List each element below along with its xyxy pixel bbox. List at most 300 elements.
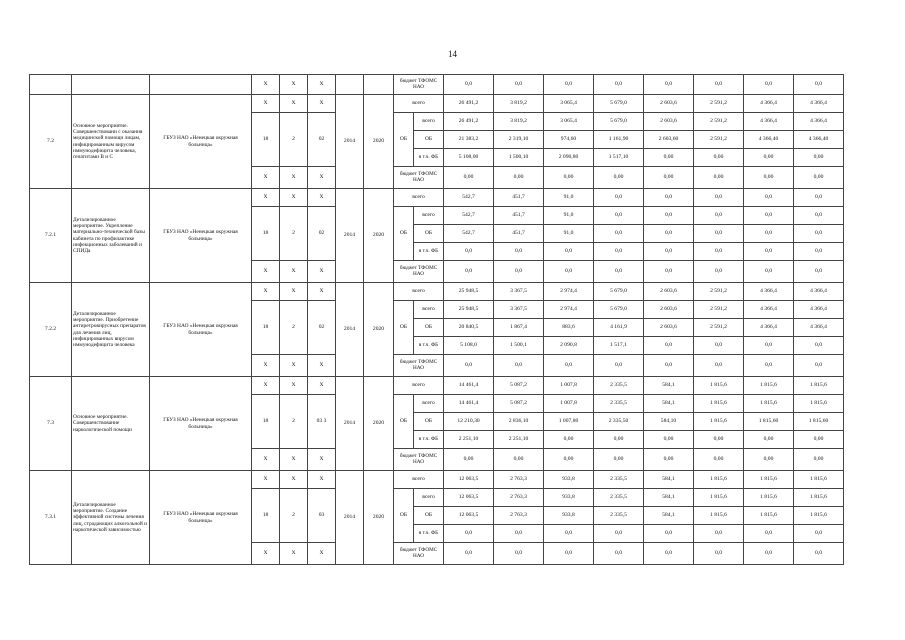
- x-cell: X: [252, 189, 280, 207]
- source-tfoms: бюджет ТФОМС НАО: [394, 355, 444, 377]
- value-cell: 0,0: [794, 543, 844, 565]
- value-cell: 1 815,6: [694, 471, 744, 489]
- x-cell: X: [280, 189, 308, 207]
- value-cell: 0,0: [794, 75, 844, 95]
- code-1: 18: [252, 207, 280, 261]
- value-cell: 1 815,6: [694, 413, 744, 431]
- value-cell: 4 366,4: [794, 113, 844, 131]
- x-cell: X: [308, 189, 336, 207]
- value-cell: 26 491,2: [444, 95, 494, 113]
- x-cell: X: [308, 167, 336, 189]
- value-cell: 0,0: [694, 225, 744, 243]
- value-cell: 0,00: [694, 431, 744, 449]
- value-cell: 451,7: [494, 225, 544, 243]
- value-cell: 0,00: [644, 167, 694, 189]
- value-cell: 0,0: [594, 189, 644, 207]
- value-cell: 0,0: [644, 207, 694, 225]
- code-3: 03: [308, 489, 336, 543]
- value-cell: 0,0: [694, 543, 744, 565]
- value-cell: 2 335,5: [594, 471, 644, 489]
- value-cell: 542,7: [444, 225, 494, 243]
- value-cell: 0,00: [744, 449, 794, 471]
- value-cell: 0,0: [594, 355, 644, 377]
- value-cell: 1 815,60: [744, 413, 794, 431]
- x-cell: X: [252, 167, 280, 189]
- value-cell: 0,0: [444, 525, 494, 543]
- value-cell: 0,0: [644, 225, 694, 243]
- value-cell: 0,0: [444, 355, 494, 377]
- code-3: 02: [308, 207, 336, 261]
- source-total: всего: [394, 283, 444, 301]
- value-cell: 2 836,10: [494, 413, 544, 431]
- value-cell: 4 366,4: [794, 319, 844, 337]
- value-cell: 0,0: [594, 75, 644, 95]
- value-cell: 1 815,6: [794, 395, 844, 413]
- value-cell: 0,0: [594, 525, 644, 543]
- value-cell: 0,0: [644, 75, 694, 95]
- value-cell: 1 007,8: [544, 395, 594, 413]
- value-cell: 584,1: [644, 395, 694, 413]
- value-cell: 2 335,50: [594, 413, 644, 431]
- x-cell: X: [280, 355, 308, 377]
- value-cell: 0,0: [494, 243, 544, 261]
- value-cell: 0,0: [694, 355, 744, 377]
- x-cell: X: [308, 471, 336, 489]
- code-3: 03 3: [308, 395, 336, 449]
- value-cell: 12 063,5: [444, 471, 494, 489]
- value-cell: 3 065,4: [544, 113, 594, 131]
- value-cell: 4 366,4: [794, 95, 844, 113]
- value-cell: 4 366,4: [794, 301, 844, 319]
- value-cell: 2 591,2: [694, 95, 744, 113]
- value-cell: 2 603,6: [644, 301, 694, 319]
- value-cell: 2 251,10: [444, 431, 494, 449]
- value-cell: 0,0: [594, 543, 644, 565]
- value-cell: 2 591,2: [694, 113, 744, 131]
- x-cell: X: [308, 95, 336, 113]
- value-cell: 2 974,4: [544, 283, 594, 301]
- value-cell: 0,0: [744, 225, 794, 243]
- value-cell: 542,7: [444, 189, 494, 207]
- value-cell: 883,6: [544, 319, 594, 337]
- source-fb: в т.ч. ФБ: [414, 431, 444, 449]
- value-cell: 0,0: [694, 75, 744, 95]
- x-cell: X: [252, 283, 280, 301]
- source-fb: в т.ч. ФБ: [414, 149, 444, 167]
- value-cell: 14 461,4: [444, 395, 494, 413]
- value-cell: 91,0: [544, 189, 594, 207]
- source-total: всего: [394, 377, 444, 395]
- value-cell: 3 065,4: [544, 95, 594, 113]
- value-cell: 2 591,2: [694, 301, 744, 319]
- value-cell: 2 974,4: [544, 301, 594, 319]
- value-cell: 0,0: [744, 261, 794, 283]
- x-cell: X: [280, 167, 308, 189]
- source-ob-sub: ОБ: [414, 225, 444, 243]
- section-organization: ГБУЗ НАО «Ненецкая окружная больница»: [150, 95, 252, 189]
- x-cell: X: [308, 355, 336, 377]
- value-cell: 12 063,5: [444, 507, 494, 525]
- value-cell: 2 763,3: [494, 507, 544, 525]
- value-cell: 14 461,4: [444, 377, 494, 395]
- source-tfoms: бюджет ТФОМС НАО: [394, 167, 444, 189]
- empty-cell: [72, 75, 150, 95]
- x-cell: X: [252, 355, 280, 377]
- value-cell: 2 090,8: [544, 337, 594, 355]
- table-row: [30, 95, 844, 113]
- value-cell: 2 251,10: [494, 431, 544, 449]
- value-cell: 25 948,5: [444, 283, 494, 301]
- value-cell: 0,0: [544, 261, 594, 283]
- x-cell: X: [308, 543, 336, 565]
- source-ob-total: всего: [414, 395, 444, 413]
- section-number: 7.2: [30, 95, 72, 189]
- source-tfoms: бюджет ТФОМС НАО: [394, 75, 444, 95]
- empty-cell: [30, 75, 72, 95]
- source-fb: в т.ч. ФБ: [414, 243, 444, 261]
- value-cell: 0,00: [794, 149, 844, 167]
- value-cell: 0,0: [644, 525, 694, 543]
- value-cell: 0,0: [794, 189, 844, 207]
- value-cell: 0,0: [444, 243, 494, 261]
- year-start: 2014: [336, 95, 364, 189]
- value-cell: 0,0: [694, 207, 744, 225]
- x-cell: X: [280, 471, 308, 489]
- value-cell: 0,0: [494, 543, 544, 565]
- value-cell: 1 815,6: [744, 395, 794, 413]
- value-cell: 0,00: [794, 167, 844, 189]
- value-cell: 0,0: [594, 225, 644, 243]
- source-tfoms: бюджет ТФОМС НАО: [394, 261, 444, 283]
- code-3: 02: [308, 113, 336, 167]
- value-cell: 26 491,2: [444, 113, 494, 131]
- x-cell: X: [252, 471, 280, 489]
- section-organization: ГБУЗ НАО «Ненецкая окружная больница»: [150, 471, 252, 565]
- value-cell: 1 815,6: [694, 395, 744, 413]
- value-cell: 20 840,5: [444, 319, 494, 337]
- value-cell: 542,7: [444, 207, 494, 225]
- value-cell: 4 366,4: [744, 319, 794, 337]
- value-cell: 0,0: [444, 75, 494, 95]
- value-cell: 4 366,4: [794, 283, 844, 301]
- value-cell: 451,7: [494, 207, 544, 225]
- value-cell: 0,00: [594, 449, 644, 471]
- value-cell: 1 815,6: [794, 489, 844, 507]
- value-cell: 0,0: [544, 355, 594, 377]
- value-cell: 0,00: [744, 167, 794, 189]
- x-cell: X: [280, 75, 308, 95]
- value-cell: 2 603,6: [644, 319, 694, 337]
- value-cell: 0,00: [744, 431, 794, 449]
- value-cell: 933,8: [544, 507, 594, 525]
- source-ob-total: всего: [414, 113, 444, 131]
- value-cell: 0,0: [444, 543, 494, 565]
- value-cell: 451,7: [494, 189, 544, 207]
- section-description: Основное мероприятие. Совершенствование наркологической помощи: [72, 377, 150, 471]
- value-cell: 5 087,2: [494, 377, 544, 395]
- value-cell: 5 087,2: [494, 395, 544, 413]
- table-row: [30, 283, 844, 301]
- value-cell: 2 335,5: [594, 507, 644, 525]
- value-cell: 0,0: [694, 243, 744, 261]
- value-cell: 0,0: [744, 207, 794, 225]
- value-cell: 0,00: [644, 149, 694, 167]
- code-1: 18: [252, 395, 280, 449]
- value-cell: 974,60: [544, 131, 594, 149]
- value-cell: 1 815,6: [794, 507, 844, 525]
- code-3: 02: [308, 301, 336, 355]
- table-row: [30, 75, 844, 95]
- value-cell: 933,8: [544, 471, 594, 489]
- value-cell: 0,0: [644, 355, 694, 377]
- x-cell: X: [308, 283, 336, 301]
- value-cell: 0,0: [544, 75, 594, 95]
- source-ob-sub: ОБ: [414, 131, 444, 149]
- year-start: 2014: [336, 377, 364, 471]
- x-cell: X: [252, 95, 280, 113]
- section-description: Детализированное мероприятие. Приобретение антиретровирусных препаратов для лечения лиц, инфицированных вирусом иммунодефицита человека: [72, 283, 150, 377]
- source-ob: ОБ: [394, 395, 414, 449]
- section-description: Детализированное мероприятие. Создание эффективной системы лечения лиц, страдающих алкогольной и наркотической зависимостью: [72, 471, 150, 565]
- value-cell: 1 815,6: [744, 489, 794, 507]
- value-cell: 0,00: [694, 149, 744, 167]
- value-cell: 2 603,6: [644, 113, 694, 131]
- value-cell: 0,00: [644, 449, 694, 471]
- value-cell: 2 591,2: [694, 283, 744, 301]
- section-organization: ГБУЗ НАО «Ненецкая окружная больница»: [150, 283, 252, 377]
- value-cell: 0,00: [544, 449, 594, 471]
- x-cell: X: [280, 283, 308, 301]
- value-cell: 1 815,6: [794, 377, 844, 395]
- year-end: 2020: [364, 189, 394, 283]
- source-ob: ОБ: [394, 113, 414, 167]
- code-2: 2: [280, 301, 308, 355]
- empty-cell: [336, 75, 364, 95]
- source-total: всего: [394, 95, 444, 113]
- value-cell: 584,1: [644, 507, 694, 525]
- value-cell: 0,0: [744, 189, 794, 207]
- source-total: всего: [394, 471, 444, 489]
- value-cell: 0,0: [644, 261, 694, 283]
- value-cell: 0,0: [644, 543, 694, 565]
- x-cell: X: [280, 543, 308, 565]
- value-cell: 4 366,40: [794, 131, 844, 149]
- value-cell: 1 815,60: [794, 413, 844, 431]
- value-cell: 4 161,9: [594, 319, 644, 337]
- value-cell: 0,00: [544, 167, 594, 189]
- code-2: 2: [280, 207, 308, 261]
- value-cell: 0,0: [794, 355, 844, 377]
- value-cell: 3 367,5: [494, 301, 544, 319]
- source-ob: ОБ: [394, 301, 414, 355]
- x-cell: X: [280, 377, 308, 395]
- page-number: 14: [448, 49, 457, 59]
- value-cell: 584,10: [644, 413, 694, 431]
- value-cell: 1 815,6: [744, 377, 794, 395]
- value-cell: 91,0: [544, 225, 594, 243]
- value-cell: 21 383,2: [444, 131, 494, 149]
- value-cell: 0,00: [494, 167, 544, 189]
- source-ob: ОБ: [394, 489, 414, 543]
- value-cell: 0,0: [744, 543, 794, 565]
- value-cell: 4 366,4: [744, 113, 794, 131]
- table-row: [30, 471, 844, 489]
- empty-cell: [150, 75, 252, 95]
- value-cell: 0,00: [794, 449, 844, 471]
- value-cell: 1 007,8: [544, 377, 594, 395]
- value-cell: 1 517,10: [594, 149, 644, 167]
- code-1: 18: [252, 489, 280, 543]
- value-cell: 2 591,2: [694, 319, 744, 337]
- source-tfoms: бюджет ТФОМС НАО: [394, 449, 444, 471]
- value-cell: 25 948,5: [444, 301, 494, 319]
- value-cell: 2 335,5: [594, 395, 644, 413]
- year-start: 2014: [336, 189, 364, 283]
- value-cell: 4 366,40: [744, 131, 794, 149]
- value-cell: 1 815,6: [694, 489, 744, 507]
- x-cell: X: [280, 95, 308, 113]
- value-cell: 3 819,2: [494, 95, 544, 113]
- value-cell: 0,0: [794, 207, 844, 225]
- year-start: 2014: [336, 283, 364, 377]
- value-cell: 0,00: [644, 431, 694, 449]
- section-number: 7.3: [30, 377, 72, 471]
- value-cell: 2 335,5: [594, 489, 644, 507]
- section-description: Детализированное мероприятие. Укрепление материально-технической базы кабинета по профилактике инфекционных заболеваний и СПИДа: [72, 189, 150, 283]
- value-cell: 1 867,4: [494, 319, 544, 337]
- x-cell: X: [252, 377, 280, 395]
- x-cell: X: [280, 449, 308, 471]
- year-start: 2014: [336, 471, 364, 565]
- year-end: 2020: [364, 377, 394, 471]
- source-ob: ОБ: [394, 207, 414, 261]
- value-cell: 0,00: [444, 167, 494, 189]
- value-cell: 0,0: [744, 525, 794, 543]
- code-2: 2: [280, 113, 308, 167]
- value-cell: 2 763,3: [494, 471, 544, 489]
- value-cell: 0,0: [694, 189, 744, 207]
- value-cell: 1 161,90: [594, 131, 644, 149]
- value-cell: 0,0: [644, 337, 694, 355]
- value-cell: 0,00: [544, 431, 594, 449]
- year-end: 2020: [364, 283, 394, 377]
- value-cell: 4 366,4: [744, 95, 794, 113]
- value-cell: 584,1: [644, 377, 694, 395]
- value-cell: 0,0: [594, 207, 644, 225]
- value-cell: 0,0: [694, 337, 744, 355]
- x-cell: X: [308, 449, 336, 471]
- value-cell: 0,0: [544, 525, 594, 543]
- value-cell: 0,0: [794, 225, 844, 243]
- value-cell: 0,00: [694, 449, 744, 471]
- value-cell: 1 500,10: [494, 149, 544, 167]
- value-cell: 0,0: [744, 75, 794, 95]
- value-cell: 0,00: [494, 449, 544, 471]
- value-cell: 5 679,0: [594, 301, 644, 319]
- value-cell: 12 210,30: [444, 413, 494, 431]
- value-cell: 2 335,5: [594, 377, 644, 395]
- value-cell: 0,0: [744, 243, 794, 261]
- value-cell: 0,0: [794, 337, 844, 355]
- value-cell: 584,1: [644, 471, 694, 489]
- value-cell: 0,0: [644, 189, 694, 207]
- value-cell: 5 679,0: [594, 113, 644, 131]
- value-cell: 2 603,6: [644, 95, 694, 113]
- value-cell: 0,00: [594, 431, 644, 449]
- section-organization: ГБУЗ НАО «Ненецкая окружная больница»: [150, 189, 252, 283]
- section-number: 7.2.1: [30, 189, 72, 283]
- value-cell: 0,0: [694, 525, 744, 543]
- x-cell: X: [252, 261, 280, 283]
- value-cell: 4 366,4: [744, 283, 794, 301]
- value-cell: 1 815,6: [744, 507, 794, 525]
- source-ob-total: всего: [414, 489, 444, 507]
- table-row: [30, 377, 844, 395]
- year-end: 2020: [364, 95, 394, 189]
- code-2: 2: [280, 395, 308, 449]
- value-cell: 0,0: [794, 243, 844, 261]
- source-ob-total: всего: [414, 207, 444, 225]
- value-cell: 0,0: [594, 261, 644, 283]
- value-cell: 0,0: [744, 355, 794, 377]
- section-number: 7.2.2: [30, 283, 72, 377]
- x-cell: X: [308, 75, 336, 95]
- value-cell: 0,0: [544, 543, 594, 565]
- value-cell: 1 517,1: [594, 337, 644, 355]
- value-cell: 91,0: [544, 207, 594, 225]
- source-ob-total: всего: [414, 301, 444, 319]
- value-cell: 2 763,3: [494, 489, 544, 507]
- source-tfoms: бюджет ТФОМС НАО: [394, 543, 444, 565]
- value-cell: 1 815,6: [744, 471, 794, 489]
- budget-table: [29, 74, 844, 565]
- x-cell: X: [308, 377, 336, 395]
- value-cell: 933,8: [544, 489, 594, 507]
- value-cell: 0,0: [694, 261, 744, 283]
- source-total: всего: [394, 189, 444, 207]
- value-cell: 584,1: [644, 489, 694, 507]
- value-cell: 0,0: [494, 261, 544, 283]
- value-cell: 5 108,0: [444, 337, 494, 355]
- value-cell: 0,0: [744, 337, 794, 355]
- source-fb: в т.ч. ФБ: [414, 337, 444, 355]
- value-cell: 0,00: [694, 167, 744, 189]
- value-cell: 0,00: [444, 449, 494, 471]
- value-cell: 1 815,6: [794, 471, 844, 489]
- value-cell: 0,0: [444, 261, 494, 283]
- value-cell: 5 679,0: [594, 283, 644, 301]
- source-ob-sub: ОБ: [414, 319, 444, 337]
- value-cell: 0,0: [494, 525, 544, 543]
- x-cell: X: [252, 75, 280, 95]
- value-cell: 0,0: [794, 525, 844, 543]
- value-cell: 3 367,5: [494, 283, 544, 301]
- value-cell: 0,0: [494, 355, 544, 377]
- value-cell: 1 815,6: [694, 507, 744, 525]
- value-cell: 0,0: [544, 243, 594, 261]
- value-cell: 1 815,6: [694, 377, 744, 395]
- code-2: 2: [280, 489, 308, 543]
- value-cell: 2 603,60: [644, 131, 694, 149]
- value-cell: 12 063,5: [444, 489, 494, 507]
- x-cell: X: [308, 261, 336, 283]
- source-ob-sub: ОБ: [414, 507, 444, 525]
- table-row: [30, 189, 844, 207]
- value-cell: 0,00: [794, 431, 844, 449]
- value-cell: 2 090,80: [544, 149, 594, 167]
- value-cell: 3 819,2: [494, 113, 544, 131]
- section-organization: ГБУЗ НАО «Ненецкая окружная больница»: [150, 377, 252, 471]
